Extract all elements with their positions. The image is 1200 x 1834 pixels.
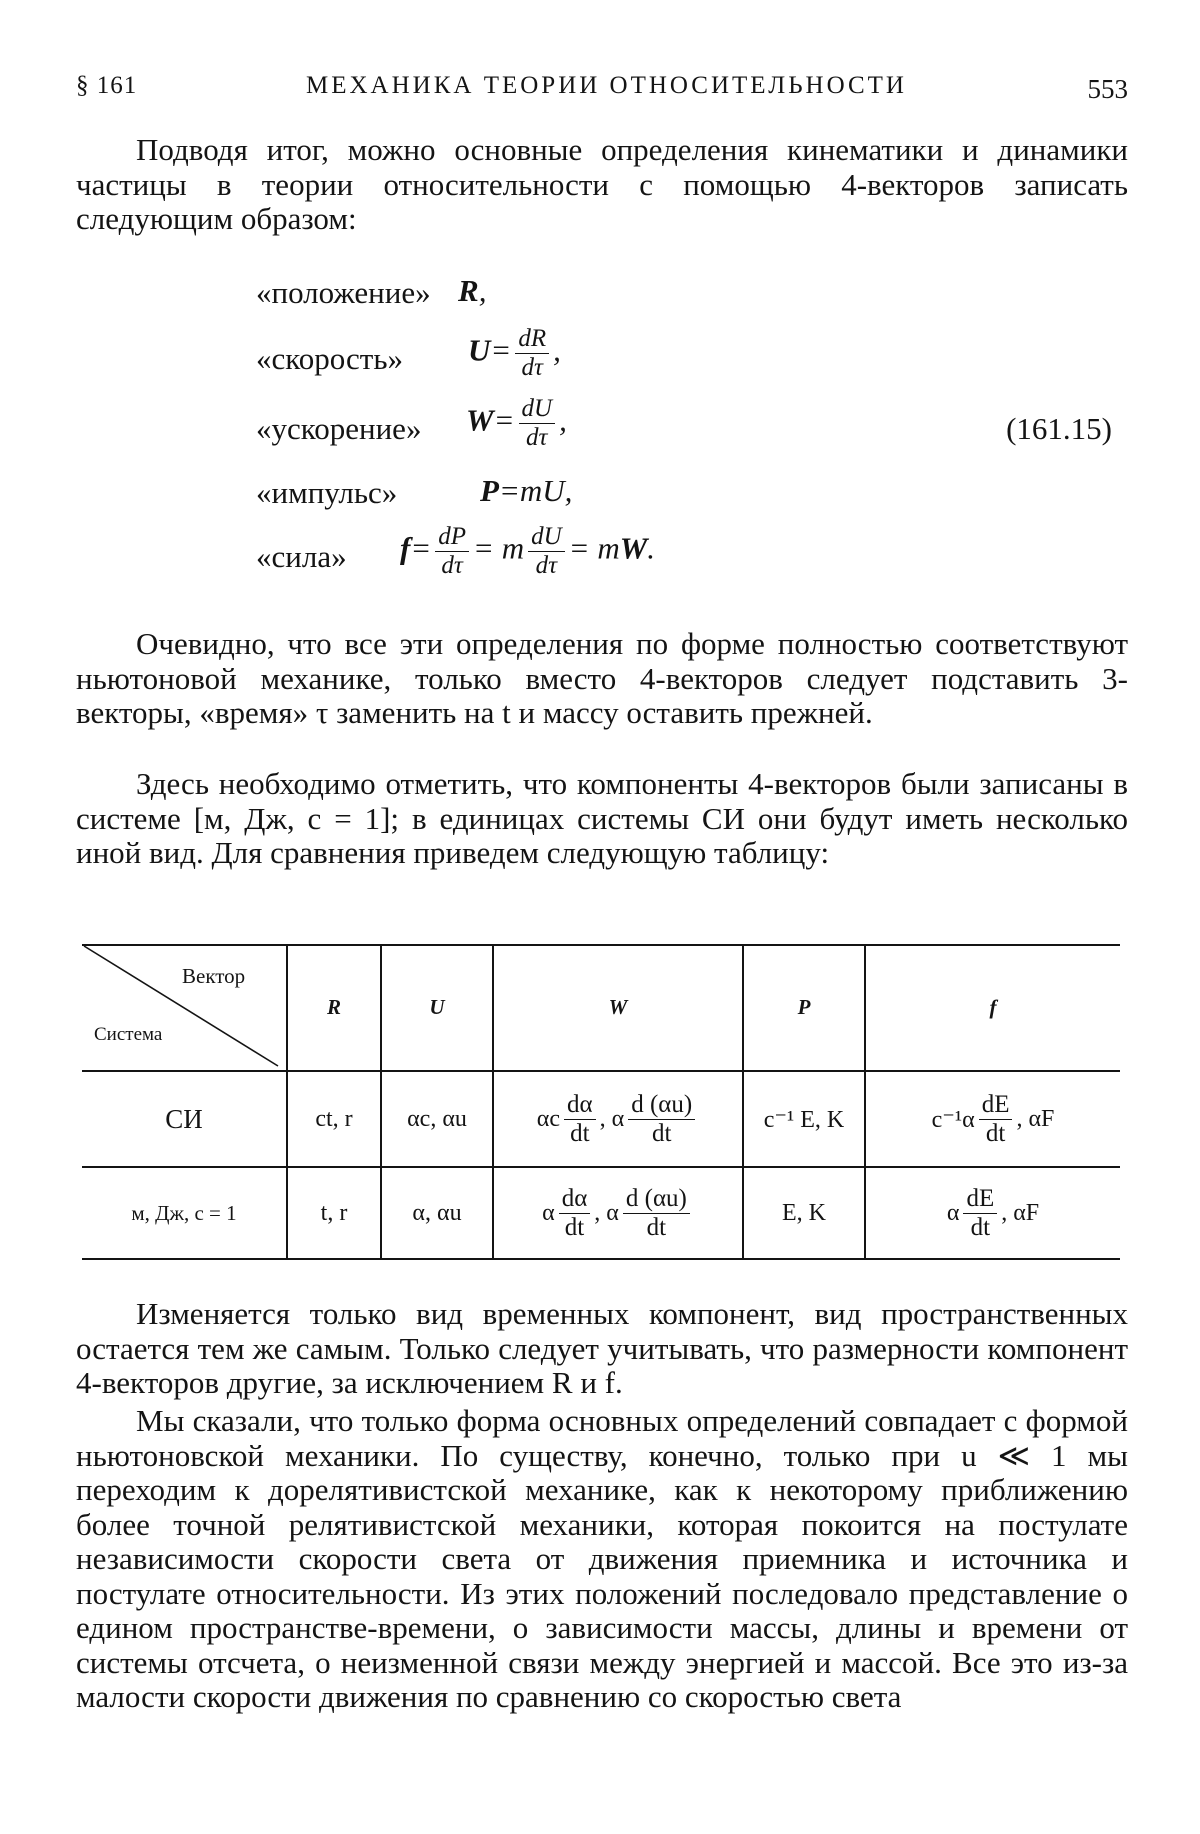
fraction: $\frac{dR}{d\tau}$ bbox=[515, 325, 549, 382]
cell-natural-W: α $\frac{d\alpha}{dt}$ , α $\frac{d (\alpha u)}{dt}$ bbox=[494, 1168, 742, 1258]
page-number: 553 bbox=[1087, 74, 1128, 104]
equation-velocity bbox=[76, 325, 1128, 385]
fraction: $\frac{dU}{d\tau}$ bbox=[519, 395, 556, 452]
column-header-R: R bbox=[326, 994, 341, 1019]
equation-expression: P=mU, bbox=[480, 473, 573, 508]
equation-expression: f= $\frac{dP}{d\tau}$ = m $\frac{dU}{d\tau}$ = mW. bbox=[400, 523, 656, 579]
column-header-P: P bbox=[797, 994, 811, 1019]
equation-label: «импульс» bbox=[256, 475, 398, 510]
equation-expression: W= $\frac{dU}{d\tau}$ , bbox=[466, 395, 567, 451]
row-system-natural: м, Дж, c = 1 bbox=[131, 1200, 237, 1225]
equation-force bbox=[76, 521, 1128, 581]
running-title: МЕХАНИКА ТЕОРИИ ОТНОСИТЕЛЬНОСТИ bbox=[306, 72, 907, 99]
intro-paragraph bbox=[76, 133, 1128, 237]
paragraph-5-text: Мы сказали, что только форма основных определений совпадает с формой ньютоновской механики. По существу, конечно, только при u ≪ 1 мы переходим к дорелятивистской механике, как к некоторому приближению более точной релятивистской механики, которая покоится на постулате независимости скорости света от движения приемника и источника и постулате относительности. Из этих положений последовало представление о едином пространстве-времени, о зависимости массы, длины и времени от системы отсчета, о неизменной связи между энергией и массой. Все это из-за малости скорости движения по сравнению со скоростью света bbox=[76, 1403, 1128, 1714]
cell-si-W: αc $\frac{d\alpha}{dt}$ , α $\frac{d (\alpha u)}{dt}$ bbox=[494, 1072, 742, 1166]
corner-diagonal bbox=[82, 944, 286, 1070]
cell-natural-U: α, αu bbox=[412, 1199, 462, 1226]
column-header-f: f bbox=[989, 994, 997, 1019]
paragraph-2 bbox=[76, 627, 1128, 731]
column-header-U: U bbox=[429, 994, 445, 1019]
cell-si-f: c⁻¹α $\frac{dE}{dt}$ , αF bbox=[931, 1090, 1055, 1147]
row-system-si: СИ bbox=[165, 1103, 203, 1134]
paragraph-3 bbox=[76, 767, 1128, 871]
equation-momentum bbox=[76, 467, 1128, 527]
cell-si-U: αc, αu bbox=[407, 1105, 467, 1132]
corner-header-vector: Вектор bbox=[182, 964, 246, 988]
equation-label: «положение» bbox=[256, 275, 431, 310]
cell-natural-P: E, K bbox=[782, 1199, 826, 1226]
comparison-table bbox=[82, 944, 1120, 1260]
cell-natural-R: t, r bbox=[320, 1199, 348, 1226]
paragraph-3-text: Здесь необходимо отметить, что компоненты 4-векторов были записаны в системе [м, Дж, c = 1]; в единицах системы СИ они будут иметь несколько иной вид. Для сравнения приведем следующую таблицу: bbox=[76, 766, 1128, 870]
fraction: $\frac{dP}{d\tau}$ bbox=[435, 523, 469, 580]
running-header bbox=[76, 66, 1128, 110]
equation-expression: U= $\frac{dR}{d\tau}$ , bbox=[468, 325, 561, 381]
corner-header-system: Система bbox=[94, 1024, 163, 1045]
paragraph-2-text: Очевидно, что все эти определения по форме полностью соответствуют ньютоновой механике, только вместо 4-векторов следует подставить 3-векторы, «время» τ заменить на t и массу оставить прежней. bbox=[76, 626, 1128, 730]
column-header-W: W bbox=[608, 994, 628, 1019]
section-number: § 161 bbox=[76, 72, 138, 99]
cell-si-R: ct, r bbox=[315, 1105, 353, 1132]
fraction: $\frac{dU}{d\tau}$ bbox=[528, 523, 565, 580]
paragraph-5 bbox=[76, 1404, 1128, 1715]
paragraph-4-text: Изменяется только вид временных компонент, вид пространственных остается тем же самым. Только следует учитывать, что размерности компонент 4-векторов другие, за исключением R и f. bbox=[76, 1296, 1128, 1400]
equation-position bbox=[76, 263, 1128, 323]
equation-expression: R, bbox=[458, 273, 487, 308]
equation-label: «сила» bbox=[256, 539, 347, 574]
equation-acceleration bbox=[76, 395, 1128, 455]
table-rule bbox=[82, 1258, 1120, 1260]
paragraph-4 bbox=[76, 1297, 1128, 1401]
equation-block bbox=[76, 255, 1128, 585]
equation-label: «скорость» bbox=[256, 341, 403, 376]
equation-label: «ускорение» bbox=[256, 411, 422, 446]
cell-si-P: c⁻¹ E, K bbox=[763, 1106, 845, 1133]
intro-paragraph-text: Подводя итог, можно основные определения кинематики и динамики частицы в теории относительности с помощью 4-векторов записать следующим образом: bbox=[76, 132, 1128, 236]
cell-natural-f: α $\frac{dE}{dt}$ , αF bbox=[946, 1184, 1040, 1241]
equation-number: (161.15) bbox=[1006, 411, 1112, 446]
